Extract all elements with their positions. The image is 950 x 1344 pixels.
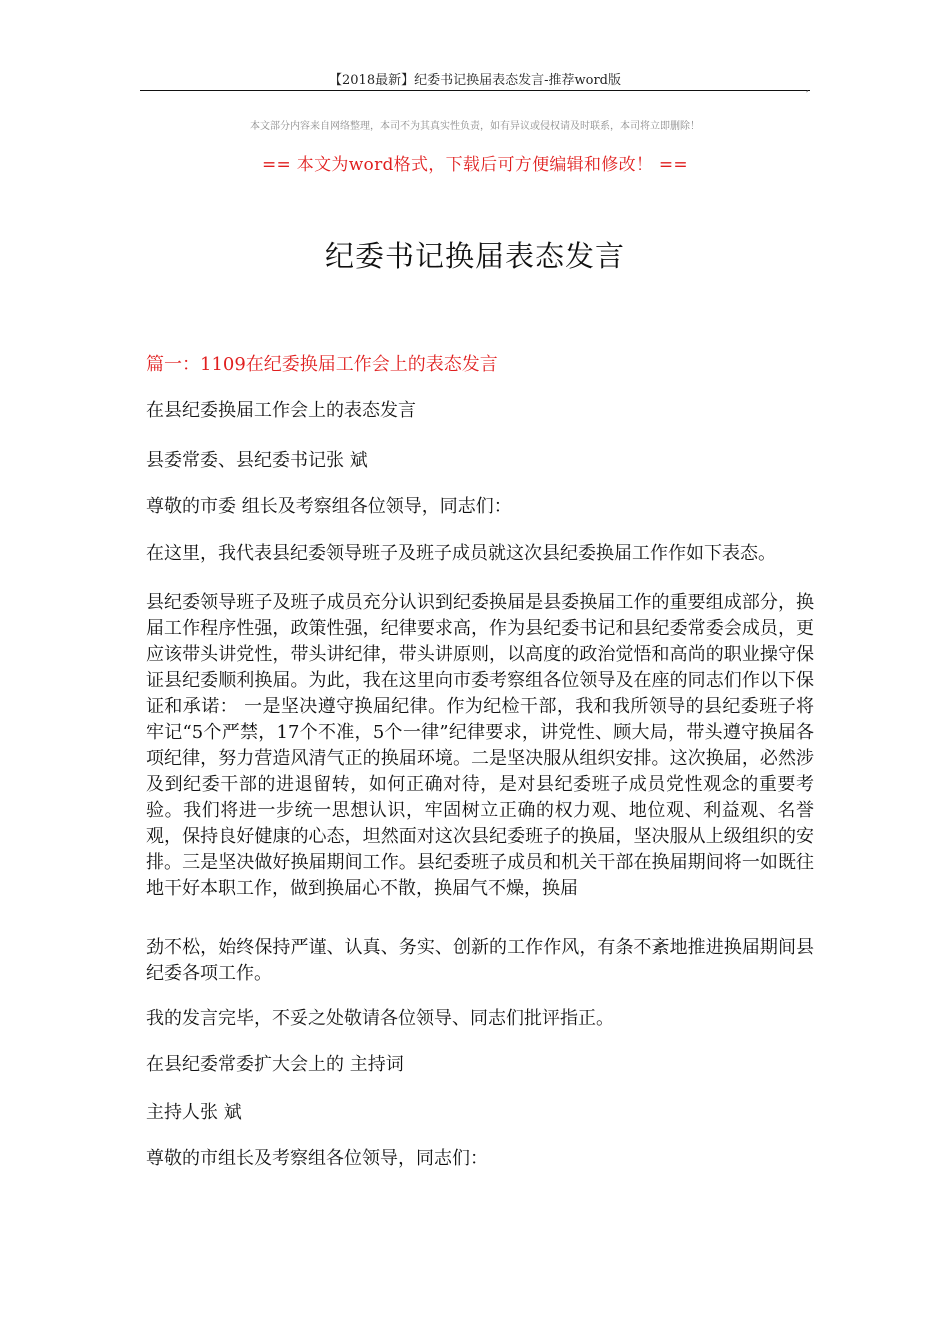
running-header: 【2018最新】纪委书记换届表态发言-推荐word版 <box>329 73 621 88</box>
paragraph-speech-title: 在县纪委换届工作会上的表态发言 <box>146 400 416 421</box>
paragraph-pledges: 县纪委领导班子及班子成员充分认识到纪委换届是县委换届工作的重要组成部分，换届工作程序性强，政策性强，纪律要求高，作为县纪委书记和县纪委常委会成员，更应该带头讲党性，带头讲纪律，带头讲原则，以高度的政治觉悟和高尚的职业操守保证县纪委顺利换届。为此，我在这里向市委考察组各位领导及在座的同志们作以下保证和承诺： 一是坚决遵守换届纪律。作为纪检干部，我和我所领导的县纪委班子将牢记“5个严禁，17个不准，5个一律”纪律要求，讲党性、顾大局，带头遵守换届各项纪律，努力营造风清气正的换届环境。二是坚决服从组织安排。这次换届，必然涉及到纪委干部的进退留转，如何正确对待，是对县纪委班子成员党性观念的重要考验。我们将进一步统一思想认识，牢固树立正确的权力观、地位观、利益观、名誉观，保持良好健康的心态，坦然面对这次县纪委班子的换届，坚决服从上级组织的安排。三是坚决做好换届期间工作。县纪委班子成员和机关干部在换届期间将一如既往地干好本职工作，做到换届心不散，换届气不燥，换届 <box>146 592 814 899</box>
header-rule <box>140 90 810 91</box>
paragraph-intro: 在这里，我代表县纪委领导班子及班子成员就这次县纪委换届工作作如下表态。 <box>146 543 776 564</box>
paragraph-continuation: 劲不松，始终保持严谨、认真、务实、创新的工作作风，有条不紊地推进换届期间县纪委各项工作。 <box>146 937 814 984</box>
editable-notice: == 本文为word格式，下载后可方便编辑和修改！ == <box>262 155 688 175</box>
paragraph-closing: 我的发言完毕，不妥之处敬请各位领导、同志们批评指正。 <box>146 1008 614 1029</box>
paragraph-speaker: 县委常委、县纪委书记张 斌 <box>146 450 368 471</box>
document-title: 纪委书记换届表态发言 <box>324 239 625 273</box>
paragraph-second-title: 在县纪委常委扩大会上的 主持词 <box>146 1054 404 1075</box>
header-rule-mark: , <box>806 84 809 94</box>
disclaimer-notice: 本文部分内容来自网络整理，本司不为其真实性负责，如有异议或侵权请及时联系，本司将立即删除！ <box>250 121 700 132</box>
section-heading: 篇一：1109在纪委换届工作会上的表态发言 <box>146 354 498 375</box>
paragraph-second-salutation: 尊敬的市组长及考察组各位领导，同志们： <box>146 1148 488 1169</box>
paragraph-host: 主持人张 斌 <box>146 1102 242 1123</box>
paragraph-salutation: 尊敬的市委 组长及考察组各位领导，同志们： <box>146 496 512 517</box>
